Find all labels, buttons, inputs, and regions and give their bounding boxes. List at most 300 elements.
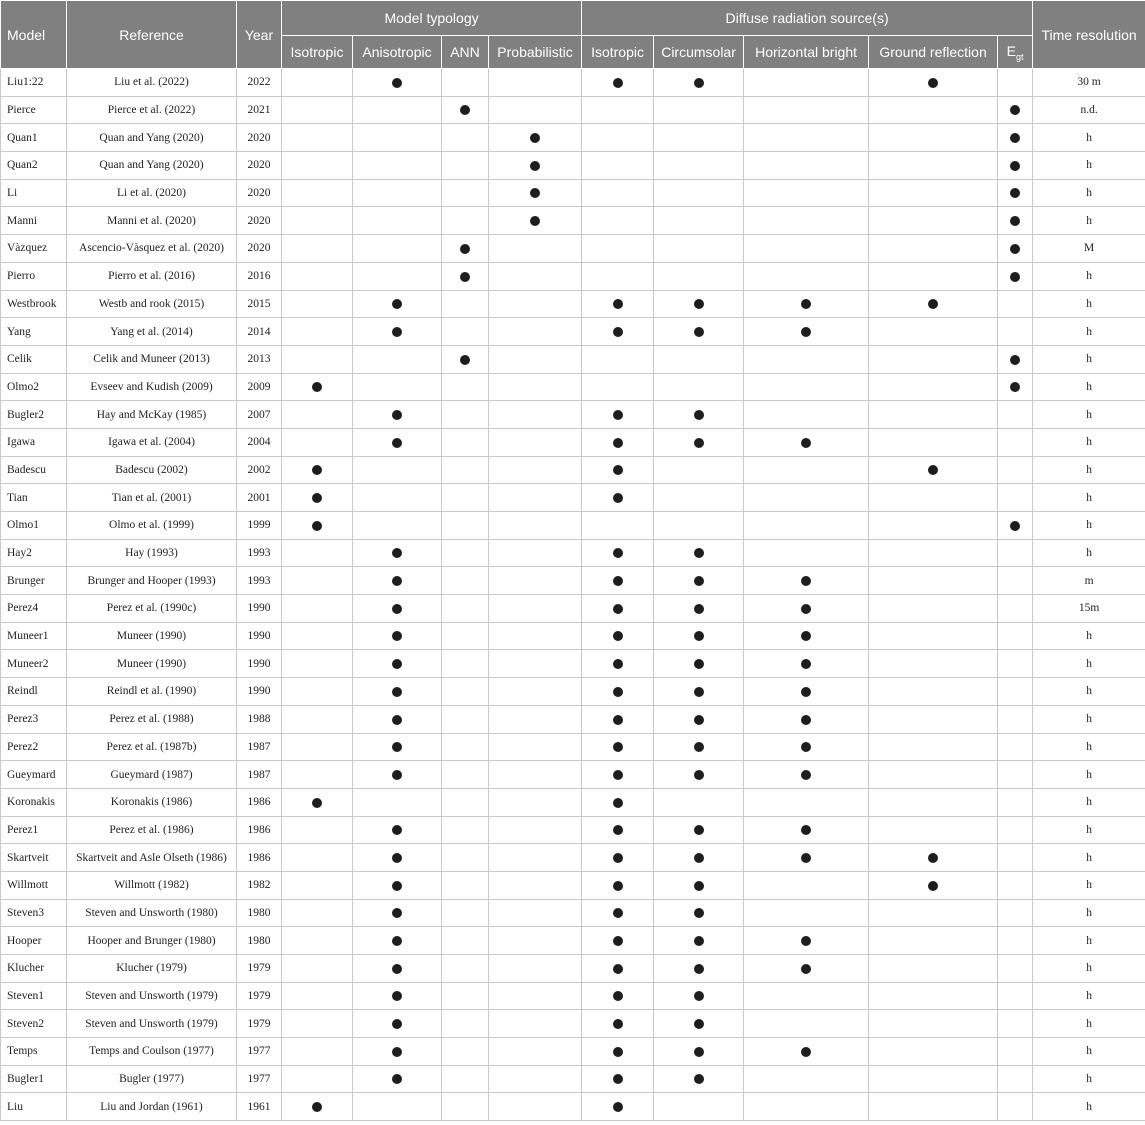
typology-probabilistic-cell <box>489 262 582 290</box>
source-isotropic-cell <box>582 373 654 401</box>
reference-cell: Reindl et al. (1990) <box>67 678 237 706</box>
filled-dot-icon <box>1010 355 1020 365</box>
typology-ann-cell <box>442 816 489 844</box>
typology-ann-cell <box>442 318 489 346</box>
typology-isotropic-cell <box>282 761 353 789</box>
time-resolution-cell: h <box>1033 733 1145 761</box>
source-horizontal-bright-cell <box>744 844 869 872</box>
filled-dot-icon <box>613 604 623 614</box>
filled-dot-icon <box>613 659 623 669</box>
source-horizontal-bright-cell <box>744 456 869 484</box>
time-resolution-cell: h <box>1033 290 1145 318</box>
table-row <box>1 96 1145 124</box>
filled-dot-icon <box>613 687 623 697</box>
table-row <box>1 595 1145 623</box>
year-cell: 1993 <box>237 567 282 595</box>
time-resolution-cell: h <box>1033 456 1145 484</box>
source-isotropic-cell <box>582 761 654 789</box>
typology-probabilistic-cell <box>489 124 582 152</box>
model-cell: Yang <box>1 318 67 346</box>
source-horizontal-bright-cell <box>744 733 869 761</box>
source-horizontal-bright-cell <box>744 622 869 650</box>
source-egt-cell <box>998 844 1033 872</box>
typology-isotropic-cell <box>282 705 353 733</box>
typology-isotropic-cell <box>282 955 353 983</box>
filled-dot-icon <box>1010 161 1020 171</box>
filled-dot-icon <box>801 327 811 337</box>
model-cell: Skartveit <box>1 844 67 872</box>
model-cell: Muneer2 <box>1 650 67 678</box>
source-ground-reflection-cell <box>869 982 998 1010</box>
header-year: Year <box>237 1 282 69</box>
filled-dot-icon <box>392 908 402 918</box>
model-cell: Badescu <box>1 456 67 484</box>
filled-dot-icon <box>801 299 811 309</box>
typology-anisotropic-cell <box>353 761 442 789</box>
model-cell: Hooper <box>1 927 67 955</box>
typology-probabilistic-cell <box>489 650 582 678</box>
source-horizontal-bright-cell <box>744 69 869 97</box>
filled-dot-icon <box>801 964 811 974</box>
table-row <box>1 1010 1145 1038</box>
source-isotropic-cell <box>582 401 654 429</box>
source-circumsolar-cell <box>654 179 744 207</box>
typology-isotropic-cell <box>282 539 353 567</box>
typology-isotropic-cell <box>282 345 353 373</box>
filled-dot-icon <box>613 1019 623 1029</box>
filled-dot-icon <box>312 1102 322 1112</box>
source-isotropic-cell <box>582 345 654 373</box>
typology-anisotropic-cell <box>353 705 442 733</box>
year-cell: 2001 <box>237 484 282 512</box>
reference-cell: Skartveit and Asle Olseth (1986) <box>67 844 237 872</box>
year-cell: 2015 <box>237 290 282 318</box>
source-egt-cell <box>998 539 1033 567</box>
source-egt-cell <box>998 262 1033 290</box>
model-cell: Li <box>1 179 67 207</box>
filled-dot-icon <box>801 825 811 835</box>
filled-dot-icon <box>801 576 811 586</box>
time-resolution-cell: h <box>1033 512 1145 540</box>
time-resolution-cell: h <box>1033 678 1145 706</box>
typology-probabilistic-cell <box>489 235 582 263</box>
year-cell: 2020 <box>237 152 282 180</box>
model-cell: Bugler1 <box>1 1065 67 1093</box>
typology-ann-cell <box>442 899 489 927</box>
source-circumsolar-cell <box>654 816 744 844</box>
time-resolution-cell: h <box>1033 124 1145 152</box>
time-resolution-cell: h <box>1033 816 1145 844</box>
source-ground-reflection-cell <box>869 345 998 373</box>
typology-ann-cell <box>442 96 489 124</box>
year-cell: 1990 <box>237 622 282 650</box>
filled-dot-icon <box>613 1047 623 1057</box>
table-row <box>1 373 1145 401</box>
source-circumsolar-cell <box>654 678 744 706</box>
model-cell: Steven1 <box>1 982 67 1010</box>
filled-dot-icon <box>613 770 623 780</box>
year-cell: 1987 <box>237 733 282 761</box>
source-circumsolar-cell <box>654 484 744 512</box>
source-egt-cell <box>998 927 1033 955</box>
typology-isotropic-cell <box>282 401 353 429</box>
table-row <box>1 124 1145 152</box>
typology-anisotropic-cell <box>353 816 442 844</box>
filled-dot-icon <box>928 853 938 863</box>
source-ground-reflection-cell <box>869 207 998 235</box>
model-cell: Steven3 <box>1 899 67 927</box>
source-circumsolar-cell <box>654 124 744 152</box>
year-cell: 1988 <box>237 705 282 733</box>
source-ground-reflection-cell <box>869 1010 998 1038</box>
typology-anisotropic-cell <box>353 844 442 872</box>
source-isotropic-cell <box>582 595 654 623</box>
source-horizontal-bright-cell <box>744 1038 869 1066</box>
source-isotropic-cell <box>582 705 654 733</box>
filled-dot-icon <box>613 78 623 88</box>
time-resolution-cell: h <box>1033 622 1145 650</box>
source-horizontal-bright-cell <box>744 179 869 207</box>
filled-dot-icon <box>392 548 402 558</box>
table-row <box>1 69 1145 97</box>
source-ground-reflection-cell <box>869 678 998 706</box>
reference-cell: Liu et al. (2022) <box>67 69 237 97</box>
reference-cell: Temps and Coulson (1977) <box>67 1038 237 1066</box>
typology-probabilistic-cell <box>489 456 582 484</box>
time-resolution-cell: h <box>1033 539 1145 567</box>
typology-probabilistic-cell <box>489 1093 582 1121</box>
source-ground-reflection-cell <box>869 733 998 761</box>
typology-ann-cell <box>442 179 489 207</box>
typology-isotropic-cell <box>282 816 353 844</box>
typology-ann-cell <box>442 761 489 789</box>
reference-cell: Ascencio-Vàsquez et al. (2020) <box>67 235 237 263</box>
source-circumsolar-cell <box>654 650 744 678</box>
typology-anisotropic-cell <box>353 650 442 678</box>
typology-isotropic-cell <box>282 1038 353 1066</box>
year-cell: 1980 <box>237 927 282 955</box>
source-isotropic-cell <box>582 318 654 346</box>
typology-probabilistic-cell <box>489 761 582 789</box>
source-isotropic-cell <box>582 512 654 540</box>
table-row <box>1 622 1145 650</box>
filled-dot-icon <box>928 299 938 309</box>
table-row <box>1 235 1145 263</box>
source-egt-cell <box>998 982 1033 1010</box>
typology-anisotropic-cell <box>353 982 442 1010</box>
filled-dot-icon <box>392 659 402 669</box>
header-source-circumsolar: Circumsolar <box>654 36 744 69</box>
typology-anisotropic-cell <box>353 318 442 346</box>
typology-ann-cell <box>442 373 489 401</box>
table-row <box>1 788 1145 816</box>
filled-dot-icon <box>1010 244 1020 254</box>
typology-ann-cell <box>442 1093 489 1121</box>
filled-dot-icon <box>530 188 540 198</box>
source-egt-cell <box>998 484 1033 512</box>
table-row <box>1 456 1145 484</box>
typology-anisotropic-cell <box>353 373 442 401</box>
source-egt-cell <box>998 235 1033 263</box>
header-model-typology: Model typology <box>282 1 582 36</box>
egt-base: E <box>1006 42 1016 59</box>
model-cell: Pierro <box>1 262 67 290</box>
typology-probabilistic-cell <box>489 207 582 235</box>
table-row <box>1 401 1145 429</box>
year-cell: 1990 <box>237 595 282 623</box>
table-row <box>1 927 1145 955</box>
typology-anisotropic-cell <box>353 69 442 97</box>
table-row <box>1 290 1145 318</box>
reference-cell: Tian et al. (2001) <box>67 484 237 512</box>
time-resolution-cell: h <box>1033 1010 1145 1038</box>
source-ground-reflection-cell <box>869 262 998 290</box>
model-cell: Perez4 <box>1 595 67 623</box>
source-horizontal-bright-cell <box>744 96 869 124</box>
table-row <box>1 567 1145 595</box>
source-egt-cell <box>998 124 1033 152</box>
typology-ann-cell <box>442 788 489 816</box>
source-egt-cell <box>998 567 1033 595</box>
source-horizontal-bright-cell <box>744 761 869 789</box>
source-circumsolar-cell <box>654 152 744 180</box>
filled-dot-icon <box>694 881 704 891</box>
model-cell: Brunger <box>1 567 67 595</box>
year-cell: 2022 <box>237 69 282 97</box>
filled-dot-icon <box>613 908 623 918</box>
table-row <box>1 844 1145 872</box>
reference-cell: Perez et al. (1986) <box>67 816 237 844</box>
typology-probabilistic-cell <box>489 484 582 512</box>
filled-dot-icon <box>694 715 704 725</box>
year-cell: 1982 <box>237 871 282 899</box>
typology-probabilistic-cell <box>489 1065 582 1093</box>
filled-dot-icon <box>613 576 623 586</box>
source-horizontal-bright-cell <box>744 235 869 263</box>
source-circumsolar-cell <box>654 262 744 290</box>
filled-dot-icon <box>694 936 704 946</box>
source-circumsolar-cell <box>654 456 744 484</box>
source-horizontal-bright-cell <box>744 152 869 180</box>
typology-ann-cell <box>442 539 489 567</box>
source-isotropic-cell <box>582 982 654 1010</box>
filled-dot-icon <box>694 631 704 641</box>
model-cell: Manni <box>1 207 67 235</box>
source-egt-cell <box>998 816 1033 844</box>
typology-isotropic-cell <box>282 1093 353 1121</box>
source-circumsolar-cell <box>654 345 744 373</box>
year-cell: 1977 <box>237 1065 282 1093</box>
table-row <box>1 871 1145 899</box>
header-typology-anisotropic: Anisotropic <box>353 36 442 69</box>
table-row <box>1 816 1145 844</box>
source-horizontal-bright-cell <box>744 401 869 429</box>
source-egt-cell <box>998 69 1033 97</box>
filled-dot-icon <box>460 244 470 254</box>
typology-isotropic-cell <box>282 844 353 872</box>
typology-isotropic-cell <box>282 927 353 955</box>
typology-ann-cell <box>442 401 489 429</box>
filled-dot-icon <box>613 465 623 475</box>
typology-ann-cell <box>442 124 489 152</box>
filled-dot-icon <box>460 355 470 365</box>
time-resolution-cell: h <box>1033 484 1145 512</box>
filled-dot-icon <box>613 1074 623 1084</box>
typology-anisotropic-cell <box>353 152 442 180</box>
filled-dot-icon <box>1010 382 1020 392</box>
typology-isotropic-cell <box>282 982 353 1010</box>
source-isotropic-cell <box>582 539 654 567</box>
filled-dot-icon <box>613 1102 623 1112</box>
filled-dot-icon <box>613 493 623 503</box>
reference-cell: Quan and Yang (2020) <box>67 152 237 180</box>
source-circumsolar-cell <box>654 622 744 650</box>
typology-probabilistic-cell <box>489 512 582 540</box>
filled-dot-icon <box>312 521 322 531</box>
typology-probabilistic-cell <box>489 816 582 844</box>
source-circumsolar-cell <box>654 1038 744 1066</box>
typology-probabilistic-cell <box>489 69 582 97</box>
model-cell: Klucher <box>1 955 67 983</box>
model-cell: Igawa <box>1 428 67 456</box>
reference-cell: Muneer (1990) <box>67 650 237 678</box>
time-resolution-cell: h <box>1033 705 1145 733</box>
filled-dot-icon <box>613 299 623 309</box>
source-circumsolar-cell <box>654 1065 744 1093</box>
time-resolution-cell: h <box>1033 345 1145 373</box>
typology-anisotropic-cell <box>353 955 442 983</box>
filled-dot-icon <box>613 410 623 420</box>
source-ground-reflection-cell <box>869 428 998 456</box>
source-isotropic-cell <box>582 179 654 207</box>
reference-cell: Pierro et al. (2016) <box>67 262 237 290</box>
typology-probabilistic-cell <box>489 539 582 567</box>
table-row <box>1 1065 1145 1093</box>
filled-dot-icon <box>801 687 811 697</box>
source-isotropic-cell <box>582 1038 654 1066</box>
model-cell: Hay2 <box>1 539 67 567</box>
source-egt-cell <box>998 96 1033 124</box>
typology-ann-cell <box>442 927 489 955</box>
typology-anisotropic-cell <box>353 1010 442 1038</box>
typology-isotropic-cell <box>282 484 353 512</box>
typology-probabilistic-cell <box>489 871 582 899</box>
time-resolution-cell: 30 m <box>1033 69 1145 97</box>
source-circumsolar-cell <box>654 733 744 761</box>
model-cell: Reindl <box>1 678 67 706</box>
reference-cell: Olmo et al. (1999) <box>67 512 237 540</box>
model-cell: Olmo1 <box>1 512 67 540</box>
source-horizontal-bright-cell <box>744 290 869 318</box>
source-horizontal-bright-cell <box>744 428 869 456</box>
source-circumsolar-cell <box>654 1010 744 1038</box>
source-horizontal-bright-cell <box>744 927 869 955</box>
time-resolution-cell: h <box>1033 788 1145 816</box>
source-horizontal-bright-cell <box>744 484 869 512</box>
header-model: Model <box>1 1 67 69</box>
source-ground-reflection-cell <box>869 844 998 872</box>
filled-dot-icon <box>694 991 704 1001</box>
filled-dot-icon <box>392 299 402 309</box>
reference-cell: Evseev and Kudish (2009) <box>67 373 237 401</box>
time-resolution-cell: h <box>1033 844 1145 872</box>
source-egt-cell <box>998 705 1033 733</box>
filled-dot-icon <box>1010 188 1020 198</box>
typology-isotropic-cell <box>282 152 353 180</box>
source-ground-reflection-cell <box>869 290 998 318</box>
time-resolution-cell: h <box>1033 152 1145 180</box>
source-isotropic-cell <box>582 899 654 927</box>
typology-ann-cell <box>442 733 489 761</box>
source-horizontal-bright-cell <box>744 871 869 899</box>
time-resolution-cell: h <box>1033 1093 1145 1121</box>
time-resolution-cell: h <box>1033 871 1145 899</box>
typology-isotropic-cell <box>282 456 353 484</box>
year-cell: 1986 <box>237 816 282 844</box>
filled-dot-icon <box>392 576 402 586</box>
filled-dot-icon <box>392 1047 402 1057</box>
typology-isotropic-cell <box>282 788 353 816</box>
typology-probabilistic-cell <box>489 290 582 318</box>
source-circumsolar-cell <box>654 207 744 235</box>
model-cell: Olmo2 <box>1 373 67 401</box>
typology-anisotropic-cell <box>353 290 442 318</box>
table-row <box>1 512 1145 540</box>
typology-isotropic-cell <box>282 96 353 124</box>
filled-dot-icon <box>1010 272 1020 282</box>
filled-dot-icon <box>392 991 402 1001</box>
source-circumsolar-cell <box>654 96 744 124</box>
egt-sub: gt <box>1015 51 1024 62</box>
typology-ann-cell <box>442 428 489 456</box>
source-horizontal-bright-cell <box>744 373 869 401</box>
typology-probabilistic-cell <box>489 96 582 124</box>
source-egt-cell <box>998 318 1033 346</box>
typology-probabilistic-cell <box>489 927 582 955</box>
filled-dot-icon <box>694 604 704 614</box>
source-egt-cell <box>998 788 1033 816</box>
source-horizontal-bright-cell <box>744 788 869 816</box>
source-ground-reflection-cell <box>869 761 998 789</box>
year-cell: 2020 <box>237 124 282 152</box>
source-isotropic-cell <box>582 1065 654 1093</box>
source-isotropic-cell <box>582 69 654 97</box>
typology-probabilistic-cell <box>489 733 582 761</box>
time-resolution-cell: h <box>1033 761 1145 789</box>
source-isotropic-cell <box>582 96 654 124</box>
table-row <box>1 152 1145 180</box>
reference-cell: Manni et al. (2020) <box>67 207 237 235</box>
filled-dot-icon <box>613 327 623 337</box>
typology-isotropic-cell <box>282 1065 353 1093</box>
filled-dot-icon <box>312 382 322 392</box>
source-ground-reflection-cell <box>869 484 998 512</box>
typology-probabilistic-cell <box>489 373 582 401</box>
source-ground-reflection-cell <box>869 816 998 844</box>
filled-dot-icon <box>801 631 811 641</box>
source-circumsolar-cell <box>654 567 744 595</box>
reference-cell: Brunger and Hooper (1993) <box>67 567 237 595</box>
source-egt-cell <box>998 345 1033 373</box>
header-source-horizontal-bright: Horizontal bright <box>744 36 869 69</box>
typology-anisotropic-cell <box>353 1038 442 1066</box>
source-ground-reflection-cell <box>869 650 998 678</box>
typology-ann-cell <box>442 1038 489 1066</box>
filled-dot-icon <box>613 853 623 863</box>
typology-ann-cell <box>442 235 489 263</box>
source-egt-cell <box>998 373 1033 401</box>
model-cell: Westbrook <box>1 290 67 318</box>
